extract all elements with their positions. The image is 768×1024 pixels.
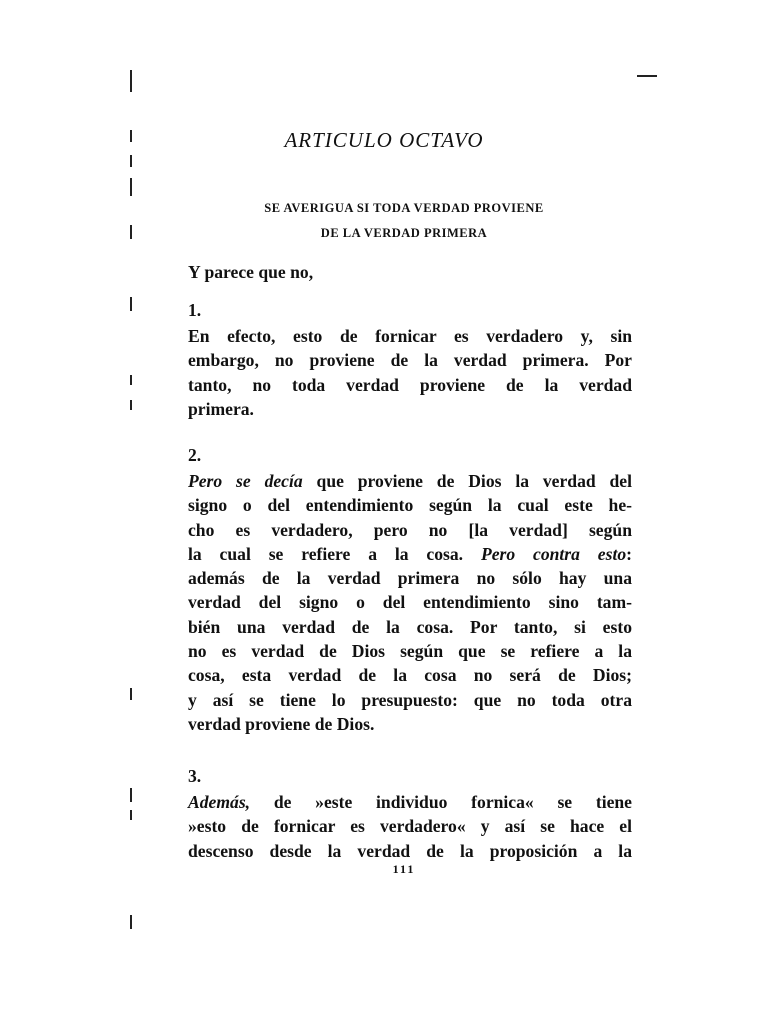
section-paragraph-1 (188, 324, 632, 421)
section-number-2: 2. (188, 445, 202, 465)
paragraph-line (188, 469, 632, 493)
italic-phrase: Pero contra esto (480, 543, 627, 564)
paragraph-line: En efecto, esto de fornicar es verdadero y, sin (188, 326, 632, 346)
italic-lead: Además, (188, 792, 251, 812)
gutter-mark (130, 297, 132, 311)
line-text: : (626, 543, 632, 564)
gutter-mark (130, 915, 132, 929)
section-paragraph-3 (188, 790, 632, 863)
line-text: la cual se refiere a la cosa. (188, 543, 481, 564)
intro-text: Y parece que no, (188, 262, 314, 282)
page-number: 111 (392, 862, 416, 876)
paragraph-line: no es verdad de Dios según que se refiere a la (188, 641, 632, 662)
paragraph-line: verdad del signo o del entendimiento sino tam- (188, 592, 632, 613)
subtitle-line-2: DE LA VERDAD PRIMERA (320, 226, 488, 240)
paragraph-line: además de la verdad primera no sólo hay una (188, 568, 632, 589)
gutter-mark (130, 155, 132, 167)
paragraph-line: signo o del entendimiento según la cual este he- (188, 495, 632, 516)
subtitle-line-1: SE AVERIGUA SI TODA VERDAD PROVIENE (264, 201, 544, 215)
paragraph-line: primera. (188, 398, 254, 419)
line-text: de »este individuo fornica« se tiene (250, 792, 632, 812)
italic-lead: Pero se decía (188, 471, 303, 491)
section-number-1: 1. (188, 300, 202, 320)
section-number-3: 3. (188, 766, 202, 786)
paragraph-line: cho es verdadero, pero no [la verdad] según (188, 519, 632, 540)
gutter-mark (130, 178, 132, 196)
paragraph-line: cosa, esta verdad de la cosa no será de Dios; (188, 665, 632, 686)
paragraph-line: y así se tiene lo presupuesto: que no toda otra (188, 689, 632, 710)
header-dash (637, 75, 657, 77)
gutter-mark (130, 688, 132, 700)
paragraph-line: tanto, no toda verdad proviene de la verdad (188, 374, 632, 395)
article-title: ARTICULO OCTAVO (284, 128, 484, 152)
paragraph-line: verdad proviene de Dios. (188, 713, 375, 734)
paragraph-line: descenso desde la verdad de la proposición a la (188, 840, 632, 861)
gutter-mark (130, 788, 132, 802)
gutter-mark (130, 400, 132, 410)
line-text: que proviene de Dios la verdad del (302, 471, 632, 491)
paragraph-line (188, 790, 632, 814)
paragraph-line: »esto de fornicar es verdadero« y así se hace el (188, 816, 632, 837)
paragraph-line: embargo, no proviene de la verdad primera. Por (188, 350, 632, 371)
paragraph-line: bién una verdad de la cosa. Por tanto, si esto (188, 616, 632, 637)
gutter-mark (130, 375, 132, 385)
gutter-mark (130, 70, 132, 92)
paragraph-line (188, 542, 632, 566)
gutter-mark (130, 810, 132, 820)
section-paragraph-2 (188, 469, 632, 736)
